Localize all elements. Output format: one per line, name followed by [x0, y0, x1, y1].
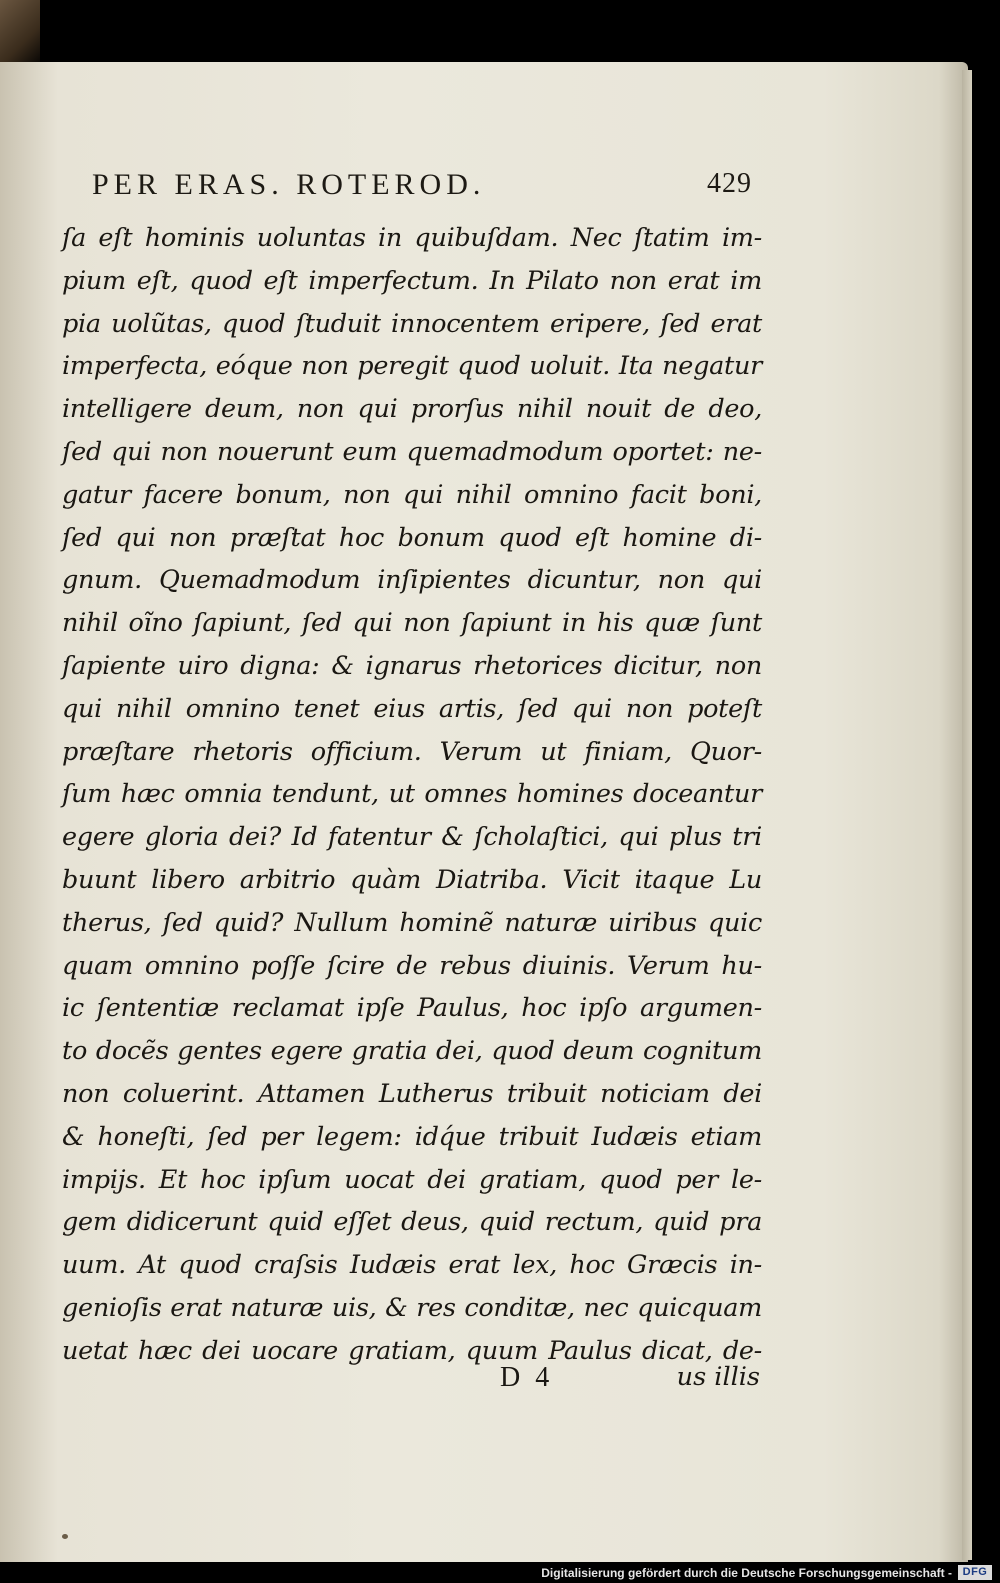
text-line: præſtare rhetoris officium. Verum ut finiam, Quor- — [62, 736, 762, 767]
text-line: gatur facere bonum, non qui nihil omnino facit boni, — [62, 479, 762, 510]
page-fore-edge — [962, 70, 972, 1560]
text-line: egere gloria dei? Id fatentur & ſcholaſtici, qui plus tri — [62, 822, 762, 853]
text-line: pia uolũtas, quod ſtuduit innocentem eripere, ſed erat — [62, 308, 762, 339]
text-line: intelligere deum, non qui prorſus nihil nouit de deo, — [62, 394, 762, 425]
text-line: ſum hæc omnia tendunt, ut omnes homines doceantur — [62, 779, 762, 810]
signature-line — [500, 1362, 760, 1404]
text-line: ſapiente uiro digna: & ignarus rhetorices dicitur, non — [62, 650, 762, 681]
text-line: gnum. Quemadmodum inſipientes dicuntur, non qui — [62, 565, 762, 596]
text-line: uetat hæc dei uocare gratiam, quum Paulus dicat, de- — [62, 1335, 762, 1366]
text-line: impijs. Et hoc ipſum uocat dei gratiam, quod per le- — [62, 1164, 762, 1195]
text-line: imperfecta, eóque non peregit quod uoluit. Ita negatur — [62, 351, 762, 382]
signature-mark: D 4 — [500, 1362, 554, 1393]
funding-note: Digitalisierung gefördert durch die Deutsche Forschungsgemeinschaft - — [541, 1566, 952, 1580]
text-line: ic ſententiæ reclamat ipſe Paulus, hoc ipſo argumen- — [62, 993, 762, 1024]
catchword: us illis — [676, 1362, 760, 1392]
text-line: genioſis erat naturæ uis, & res conditæ, nec quicquam — [62, 1292, 762, 1323]
text-line: gem didicerunt quid eſſet deus, quid rectum, quid pra — [62, 1207, 762, 1238]
dfg-logo-icon: DFG — [958, 1565, 992, 1580]
book-spine-corner — [0, 0, 40, 70]
paper-speck — [62, 1534, 68, 1539]
text-line: nihil oĩno ſapiunt, ſed qui non ſapiunt in his quæ ſunt — [62, 608, 762, 639]
text-line: non coluerint. Attamen Lutherus tribuit noticiam dei — [62, 1078, 762, 1109]
text-line: qui nihil omnino tenet eius artis, ſed qui non poteſt — [62, 693, 762, 724]
text-line: therus, ſed quid? Nullum hominẽ naturæ uiribus quic — [62, 907, 762, 938]
text-line: & honeſti, ſed per legem: idq́ue tribuit Iudæis etiam — [62, 1121, 762, 1152]
text-line: buunt libero arbitrio quàm Diatriba. Vicit itaque Lu — [62, 864, 762, 895]
running-head-title: PER ERAS. ROTEROD. — [92, 168, 486, 201]
text-line: pium eſt, quod eſt imperfectum. In Pilato non erat im — [62, 265, 762, 296]
text-line: quam omnino poſſe ſcire de rebus diuinis. Verum hu- — [62, 950, 762, 981]
footer-bar — [0, 1562, 1000, 1583]
text-line: ſed qui non nouerunt eum quemadmodum oportet: ne- — [62, 436, 762, 467]
text-line: ſed qui non præſtat hoc bonum quod eſt homine di- — [62, 522, 762, 553]
text-line: ſa eſt hominis uoluntas in quibuſdam. Nec ſtatim im- — [62, 223, 762, 253]
body-text — [62, 217, 762, 1373]
page-number: 429 — [707, 168, 752, 199]
text-line: uum. At quod craſsis Iudæis erat lex, hoc Græcis in- — [62, 1250, 762, 1281]
text-line: to docẽs gentes egere gratia dei, quod deum cognitum — [62, 1036, 762, 1067]
running-head — [92, 168, 752, 214]
